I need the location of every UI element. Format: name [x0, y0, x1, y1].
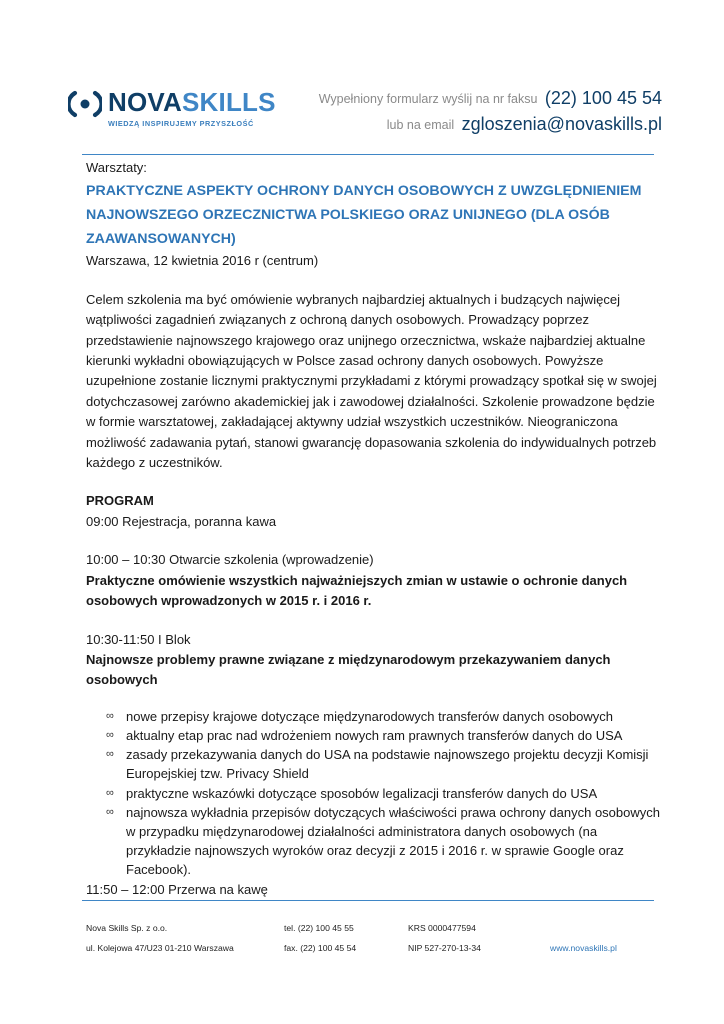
bullet-infinity-icon: ∞	[106, 709, 114, 722]
description-line: wątpliwości zagadnień związanych z ochroną danych osobowych. Prowadzący poprzez	[86, 312, 589, 328]
list-item	[86, 745, 666, 783]
opening-topic-line: Praktyczne omówienie wszystkich najważniejszych zmian w ustawie o ochronie danych	[86, 572, 628, 588]
description-line: każdego z uczestników.	[86, 455, 223, 471]
list-item-line: w przypadku międzynarodowej działalności administratora danych osobowych (na	[126, 823, 598, 839]
company-logo	[68, 86, 298, 136]
coffee-break: 11:50 – 12:00 Przerwa na kawę	[86, 881, 268, 897]
logo-tagline: WIEDZĄ INSPIRUJEMY PRZYSZŁOŚĆ	[108, 119, 254, 128]
footer-nip: NIP 527-270-13-34	[408, 943, 481, 953]
footer-krs: KRS 0000477594	[408, 923, 476, 933]
footer-company: Nova Skills Sp. z o.o.	[86, 923, 168, 933]
description-line: Celem szkolenia ma być omówienie wybranych najbardziej aktualnych i budzących najwięcej	[86, 291, 620, 307]
logo-nova: NOVA	[108, 87, 182, 117]
bullet-infinity-icon: ∞	[106, 786, 114, 799]
list-item	[86, 803, 666, 880]
program-heading: PROGRAM	[86, 493, 154, 509]
description-line: uzupełnione zostanie licznymi praktycznymi przykładami z którymi prowadzący spotkał się w swojej	[86, 373, 657, 389]
email-contact	[387, 114, 662, 135]
footer-company-block	[86, 918, 234, 958]
list-item-line: nowe przepisy krajowe dotyczące międzynarodowych transferów danych osobowych	[126, 708, 614, 724]
logo-eye-icon	[68, 89, 102, 119]
description-line: możliwość zadawania pytań, stanowi gwarancję dopasowania szkolenia do indywidualnych potrzeb	[86, 434, 657, 450]
list-item	[86, 707, 666, 726]
footer-address: ul. Kolejowa 47/U23 01-210 Warszawa	[86, 943, 234, 953]
footer-divider	[82, 900, 654, 901]
footer-registry-block	[408, 918, 481, 958]
block1-topic: Najnowsze problemy prawne związane z międzynarodowym przekazywaniem danych osobowych	[86, 651, 611, 688]
logo-skills: SKILLS	[182, 87, 276, 117]
opening-topic	[86, 571, 666, 612]
header-divider	[82, 154, 654, 155]
bullet-infinity-icon: ∞	[106, 805, 114, 818]
list-item-line: przykładzie najnowszych wyroków oraz decyzji z 2015 i 2016 r. w sprawie Google oraz	[126, 843, 624, 859]
opening-topic-line: osobowych wprowadzonych w 2015 r. i 2016 r.	[86, 593, 372, 609]
description-line: kierunki wykładni obowiązujących w Polsce zasad ochrony danych osobowych. Powyższe	[86, 353, 604, 369]
footer-tel: tel. (22) 100 45 55	[284, 923, 354, 933]
logo-wordmark	[108, 87, 276, 117]
description-line: przedstawienie najnowszego krajowego oraz unijnego orzecznictwa, wskaże najbardziej aktualne	[86, 332, 646, 348]
registration-item: 09:00 Rejestracja, poranna kawa	[86, 513, 277, 529]
list-item-line: Facebook).	[126, 862, 192, 878]
bullet-infinity-icon: ∞	[106, 748, 114, 761]
fax-contact	[319, 88, 662, 109]
list-item	[86, 726, 666, 745]
footer-fax: fax. (22) 100 45 54	[284, 943, 357, 953]
list-item	[86, 784, 666, 803]
email-link[interactable]: zgloszenia@novaskills.pl	[461, 114, 662, 134]
block1-bullet-list	[86, 707, 666, 880]
description-line: dotychczasowej zarówno akademickiej jak i zawodowej działalności. Szkolenie prowadzone będzie	[86, 393, 655, 409]
document-body	[86, 158, 666, 900]
workshop-title-line: PRAKTYCZNE ASPEKTY OCHRONY DANYCH OSOBOWYCH Z UWZGLĘDNIENIEM	[86, 183, 642, 200]
bullet-infinity-icon: ∞	[106, 728, 114, 741]
place-date: Warszawa, 12 kwietnia 2016 r (centrum)	[86, 253, 319, 269]
workshop-title-line: NAJNOWSZEGO ORZECZNICTWA POLSKIEGO ORAZ UNIJNEGO (DLA OSÓB	[86, 207, 610, 224]
footer-phone-block	[284, 918, 356, 958]
opening-time: 10:00 – 10:30 Otwarcie szkolenia (wprowadzenie)	[86, 552, 374, 568]
fax-label: Wypełniony formularz wyślij na nr faksu	[318, 92, 538, 106]
description	[86, 290, 666, 474]
footer-website-link[interactable]: www.novaskills.pl	[550, 943, 617, 953]
list-item-line: praktyczne wskazówki dotyczące sposobów legalizacji transferów danych do USA	[126, 785, 598, 801]
fax-number: (22) 100 45 54	[544, 88, 662, 108]
list-item-line: Europejskiej tzw. Privacy Shield	[126, 766, 309, 782]
description-line: w formie warsztatowej, zakładającej aktywny udział wszystkich uczestników. Nieograniczona	[86, 414, 618, 430]
workshop-title	[86, 179, 666, 251]
block1-time: 10:30-11:50 I Blok	[86, 631, 191, 647]
workshop-title-line: ZAAWANSOWANYCH)	[86, 231, 236, 248]
email-label: lub na email	[386, 118, 455, 132]
document-kind: Warsztaty:	[86, 160, 147, 175]
list-item-line: najnowsza wykładnia przepisów dotyczących właściwości prawa ochrony danych osobowych	[126, 804, 660, 820]
list-item-line: zasady przekazywania danych do USA na podstawie najnowszego projektu decyzji Komisji	[126, 747, 649, 763]
list-item-line: aktualny etap prac nad wdrożeniem nowych ram prawnych transferów danych do USA	[126, 727, 623, 743]
